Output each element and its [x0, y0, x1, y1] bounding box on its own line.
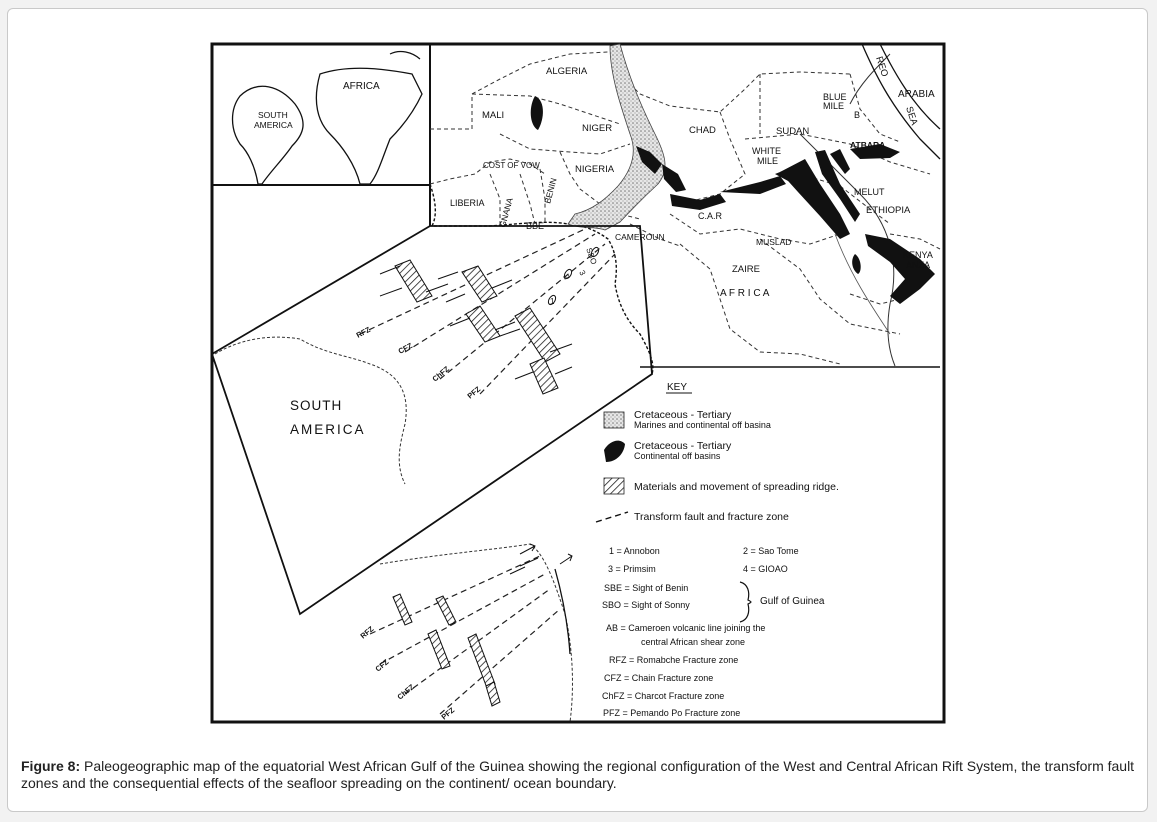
label-gnana: GNANA [497, 196, 515, 229]
label-kenya-2: ANZA [906, 260, 931, 270]
key-black-swatch [604, 441, 625, 462]
map-svg [200, 34, 956, 750]
inset-sa-label-1: SOUTH [258, 110, 288, 120]
main-pfz-label: PFZ [465, 384, 483, 401]
inset-africa-label: AFRICA [343, 81, 380, 92]
label-b: B [854, 110, 861, 120]
key-rfz: RFZ = Romabche Fracture zone [609, 655, 739, 665]
label-blue-mile-1: BLUE [823, 92, 847, 102]
label-car: C.A.R [698, 211, 723, 221]
key-chfz: ChFZ = Charcot Fracture zone [602, 691, 725, 701]
key-hatch-swatch [604, 478, 624, 494]
label-num-1: 1 [550, 297, 555, 306]
label-melut: MELUT [854, 187, 885, 197]
key-item2-line1: Cretaceous - Tertiary [634, 440, 732, 452]
label-muslad: MUSLAD [756, 237, 792, 247]
lower-rfz-label: RFZ [358, 624, 376, 641]
label-sudan: SUDAN [776, 126, 810, 137]
main-chfz-label: ChFZ [430, 364, 451, 384]
lower-arrows [510, 544, 572, 574]
key-item3: Materials and movement of spreading ridge. [634, 481, 839, 493]
label-white-mile-2: MILE [757, 156, 779, 166]
label-arabia: ARABIA [898, 89, 935, 100]
inset-south-america [233, 86, 304, 184]
lower-inset-coast [380, 544, 572, 722]
key-fault-swatch [596, 512, 628, 522]
key-item2-line2: Continental off basins [634, 451, 721, 461]
caption-text: Paleogeographic map of the equatorial West African Gulf of the Guinea showing the regional configuration of the West and Central African Rift System, the transform fault zones and the consequential effects of the seafloor spreading on the continent/ ocean boundary. [21, 758, 1135, 791]
label-chad: CHAD [689, 125, 716, 136]
figure-caption [21, 758, 1139, 792]
label-cameroun: CAMEROUN [615, 232, 665, 242]
label-atbara: ATBARA [850, 140, 886, 150]
main-rfz-label: RFZ [354, 324, 372, 340]
label-algeria: ALGERIA [546, 66, 588, 77]
lower-cfz-label: CFZ [373, 657, 391, 674]
label-kenya-1: KENYA [903, 250, 933, 260]
key-n1: 1 = Annobon [609, 546, 660, 556]
label-red-sea-1: REO [873, 55, 891, 79]
key-n2: 2 = Sao Tome [743, 546, 799, 556]
sa-label-1: SOUTH [290, 398, 343, 413]
lower-chfz-label: ChFZ [395, 682, 416, 702]
label-bbe: BBE [526, 221, 545, 231]
label-num-2: 2 [561, 272, 572, 282]
key-n3: 3 = Primsim [608, 564, 656, 574]
label-benin: BENIN [542, 176, 559, 205]
key-cfz: CFZ = Chain Fracture zone [604, 673, 714, 683]
label-blue-mile-2: MILE [823, 101, 845, 111]
key-sbo: SBO = Sight of Sonny [602, 600, 690, 610]
spreading-ridges [395, 260, 560, 394]
key-gulf: Gulf of Guinea [760, 596, 825, 607]
label-white-mile-1: WHITE [752, 146, 781, 156]
map-border [212, 44, 944, 722]
label-zaire: ZAIRE [732, 264, 760, 275]
label-ethiopia: ETHIOPIA [866, 205, 911, 216]
inset-sa-label-2: AMERICA [254, 120, 293, 130]
label-liberia: LIBERIA [450, 198, 485, 208]
lower-transform-faults [370, 556, 560, 714]
key-pfz: PFZ = Pemando Po Fracture zone [603, 708, 741, 718]
gulf-brace [740, 582, 751, 622]
key-sbe: SBE = Sight of Benin [604, 583, 689, 593]
transform-faults [360, 229, 615, 394]
key-title: KEY [667, 382, 688, 393]
key-n4: 4 = GIOAO [743, 564, 788, 574]
label-niger: NIGER [582, 123, 613, 134]
key-ab2: central African shear zone [641, 637, 746, 647]
label-nigeria: NIGERIA [575, 164, 615, 175]
sa-label-2: AMERICA [290, 422, 366, 437]
label-red-sea-2: SEA [903, 105, 920, 127]
key-stipple-swatch [604, 412, 624, 428]
label-cost-of-vow: COST OF VOW [483, 161, 540, 170]
key-ab1: AB = Cameroen volcanic line joining the [606, 623, 766, 633]
paleogeographic-map [200, 34, 956, 750]
key-item1-line2: Marines and continental off basina [634, 420, 771, 430]
main-cfz-label: CFZ [396, 340, 414, 356]
map-key [596, 382, 839, 718]
caption-label: Figure 8: [21, 758, 81, 774]
lower-pfz-label: PFZ [439, 705, 457, 722]
label-num-3: 3 [577, 268, 588, 278]
key-item1-line1: Cretaceous - Tertiary [634, 409, 732, 421]
key-item4: Transform fault and fracture zone [634, 511, 789, 523]
label-africa-big: A F R I C A [720, 288, 770, 299]
label-sbo: SBO [584, 246, 599, 266]
label-mali: MALI [482, 110, 505, 121]
